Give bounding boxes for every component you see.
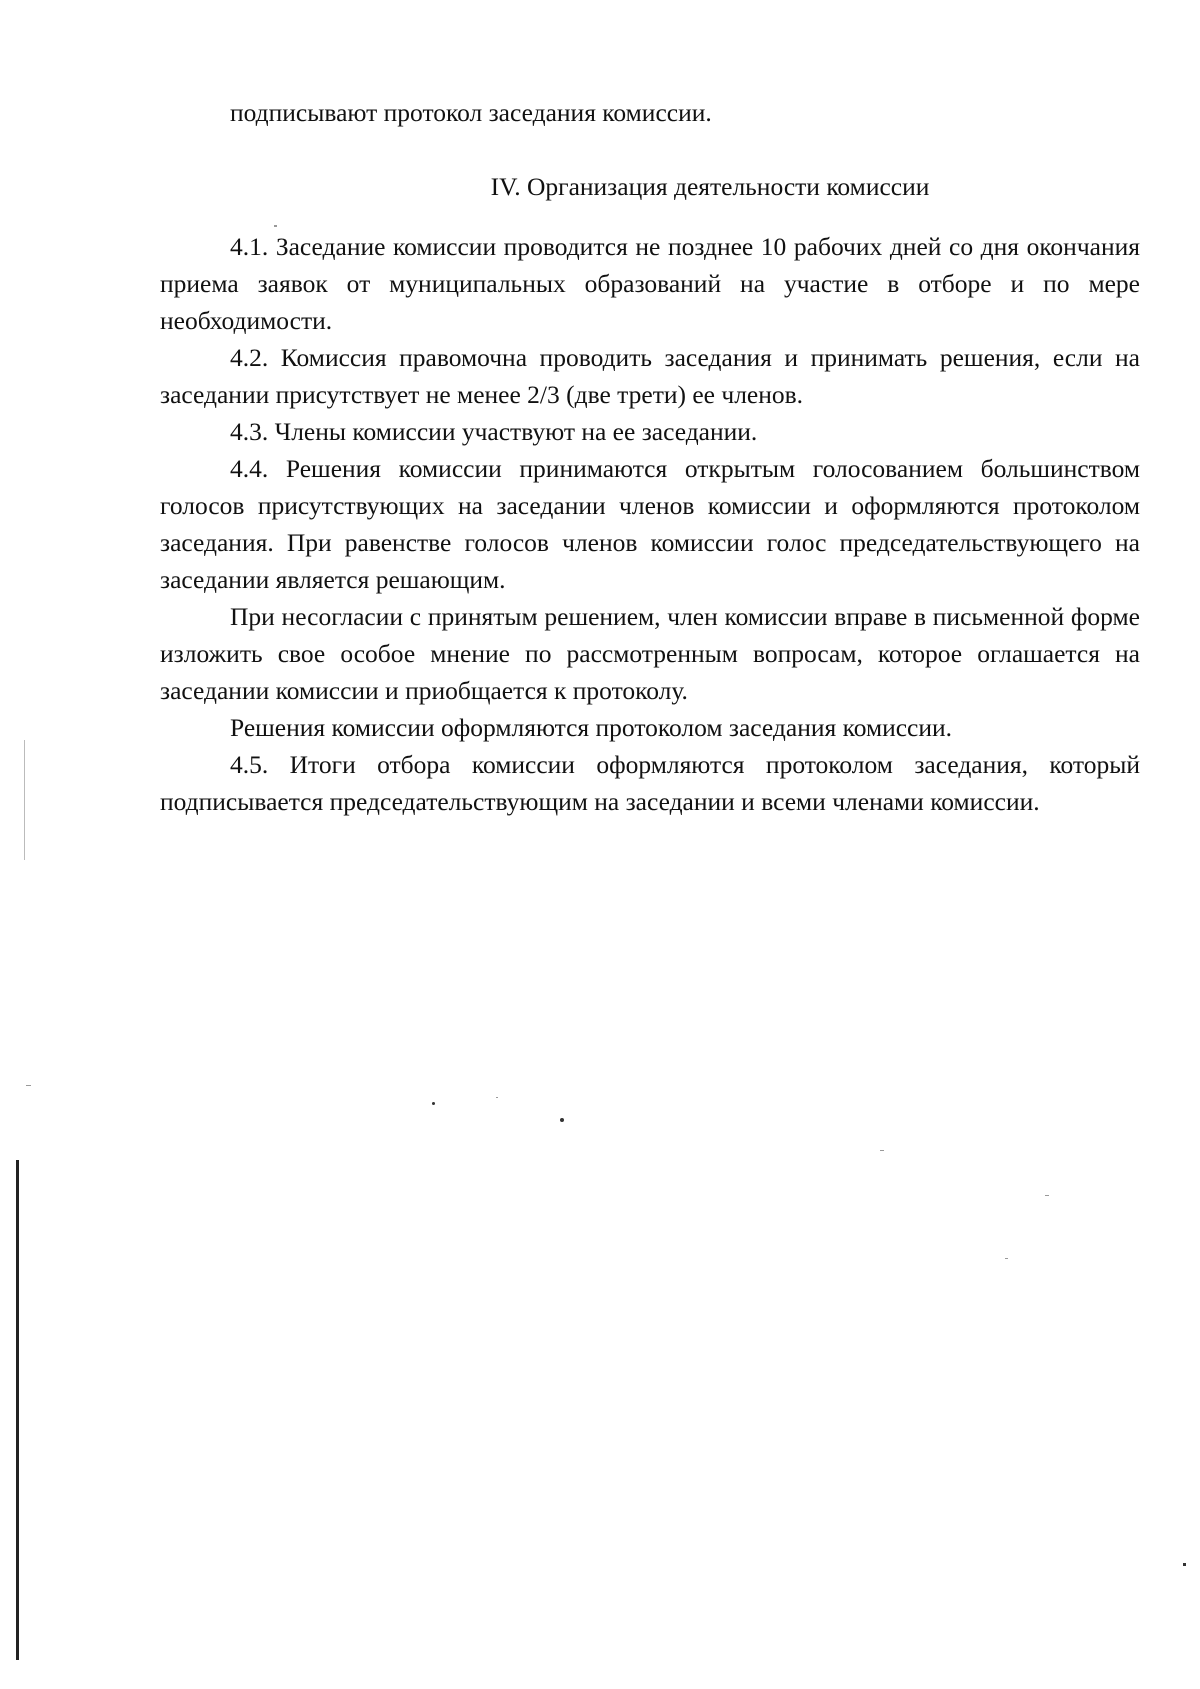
scan-speck [26,1085,31,1086]
scan-speck [1183,1563,1186,1566]
paragraph-4-2: 4.2. Комиссия правомочна проводить заседания и принимать решения, если на заседании присутствует не менее 2/3 (две трети) ее членов. [160,343,1140,409]
scan-dot [432,1102,435,1105]
carry-over-line: подписывают протокол заседания комиссии. [230,98,712,127]
paragraph-decisions: Решения комиссии оформляются протоколом заседания комиссии. [230,713,953,742]
scan-edge-line [16,1160,19,1660]
scan-speck [1045,1195,1049,1196]
paragraph-4-4: 4.4. Решения комиссии принимаются открытым голосованием большинством голосов присутствующих на заседании членов комиссии и оформляются протоколом заседания. При равенстве голосов членов комиссии голос председательствующего на заседании является решающим. [160,454,1140,594]
paragraph-4-1: 4.1. Заседание комиссии проводится не позднее 10 рабочих дней со дня окончания приема заявок от муниципальных образований на участие в отборе и по мере необходимости. [160,232,1140,335]
paragraph-4-3: 4.3. Члены комиссии участвуют на ее заседании. [230,417,758,446]
scan-speck [274,225,277,227]
scan-speck [1005,1258,1008,1259]
scan-speck [496,1097,498,1098]
scan-edge-line-faint [24,740,25,860]
body-text [160,228,1140,820]
scan-dot [560,1118,564,1122]
paragraph-dissent: При несогласии с принятым решением, член комиссии вправе в письменной форме изложить свое особое мнение по рассмотренным вопросам, которое оглашается на заседании комиссии и приобщается к протоколу. [160,602,1140,705]
paragraph-4-5: 4.5. Итоги отбора комиссии оформляются протоколом заседания, который подписывается председательствующим на заседании и всеми членами комиссии. [160,750,1140,816]
section-heading: IV. Организация деятельности комиссии [490,172,930,201]
scan-speck [880,1150,884,1151]
